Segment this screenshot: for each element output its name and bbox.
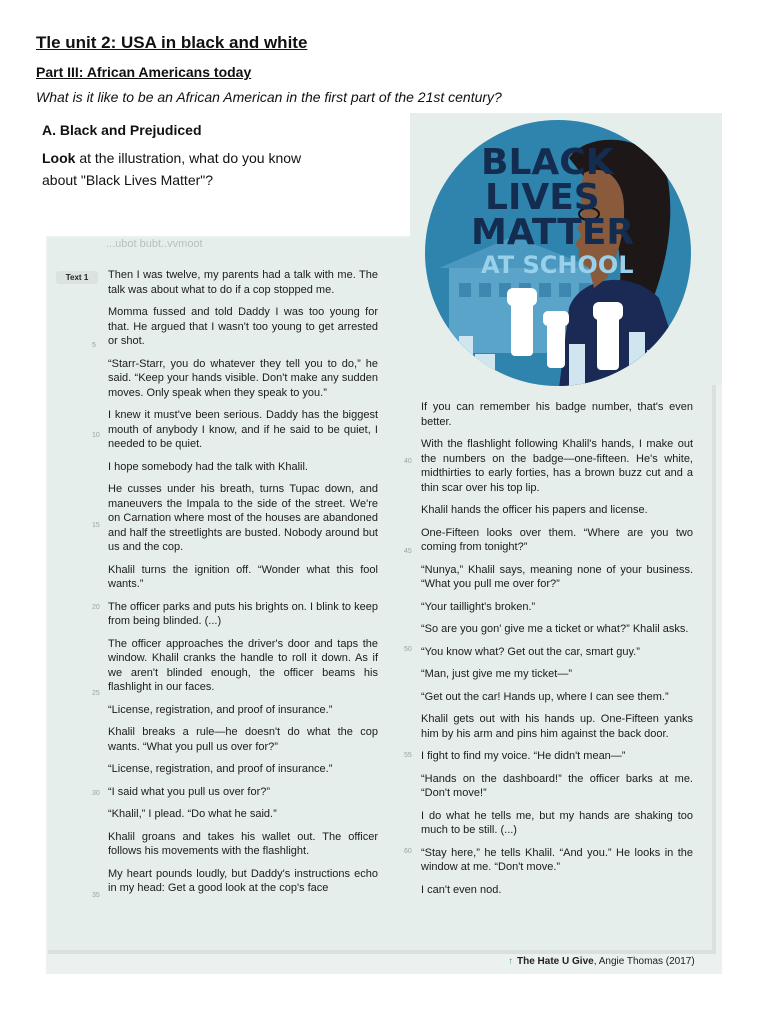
story-paragraph: “Starr-Starr, you do whatever they tell you to do,” he said. “Keep your hands visible. Don't make any sudden moves. Only speak when they speak to you.” bbox=[108, 357, 378, 399]
story-paragraph: I knew it must've been serious. Daddy has the biggest mouth of anybody I know, and if he said to be quiet, I needed to be quiet. bbox=[108, 409, 378, 450]
instruction-verb: Look bbox=[42, 150, 76, 166]
story-left-column bbox=[108, 268, 378, 904]
story-paragraph: I can't even nod. bbox=[421, 883, 502, 896]
story-right-column bbox=[421, 400, 693, 905]
story-paragraph: If you can remember his badge number, that's even better. bbox=[421, 401, 693, 428]
badge-line-black: BLACK bbox=[481, 142, 614, 183]
story-paragraph: Khalil breaks a rule—he doesn't do what the cop wants. “What you pull us over for?” bbox=[108, 726, 378, 753]
line-number: 60 bbox=[404, 848, 412, 855]
line-number: 20 bbox=[92, 604, 100, 611]
part-heading: Part III: African Americans today bbox=[36, 64, 252, 80]
bleed-through-text: ...ubot bubt..vvmoot bbox=[106, 238, 203, 250]
story-paragraph: “Stay here,” he tells Khalil. “And you.” He looks in the window at me. “Don't move.” bbox=[421, 846, 693, 873]
story-paragraph: “Man, just give me my ticket—” bbox=[421, 668, 572, 680]
story-paragraph: One-Fifteen looks over them. “Where are you two coming from tonight?” bbox=[421, 526, 693, 553]
story-paragraph: He cusses under his breath, turns Tupac down, and maneuvers the Impala to the side of the street. We're on Carnation where most of the houses are abandoned and half the streetlights are busted. Nobody around but us and the cop. bbox=[108, 483, 378, 553]
book-title: The Hate U Give bbox=[517, 956, 594, 967]
line-number: 15 bbox=[92, 522, 100, 529]
line-number: 5 bbox=[92, 342, 96, 349]
story-paragraph: With the flashlight following Khalil's hands, I make out the numbers on the badge—one-fifteen. He's white, midthirties to early forties, has a brown buzz cut and a thin scar over his top lip. bbox=[421, 438, 693, 494]
badge-line-matter: MATTER bbox=[471, 212, 635, 253]
story-paragraph: “You know what? Get out the car, smart guy.” bbox=[421, 645, 640, 658]
story-paragraph: “License, registration, and proof of insurance.” bbox=[108, 763, 333, 775]
story-paragraph: “Your taillight's broken.” bbox=[421, 600, 536, 613]
story-paragraph: Khalil hands the officer his papers and license. bbox=[421, 504, 648, 516]
text-label-badge: Text 1 bbox=[56, 271, 98, 284]
story-paragraph: The officer approaches the driver's door and taps the window. Khalil cranks the handle to roll it down. As if we aren't blinded enough, the officer beams his flashlight in our faces. bbox=[108, 637, 378, 693]
story-paragraph: “Khalil,” I plead. “Do what he said.” bbox=[108, 808, 277, 820]
story-paragraph: “So are you gon' give me a ticket or what?” Khalil asks. bbox=[421, 623, 689, 635]
story-paragraph: I hope somebody had the talk with Khalil. bbox=[108, 460, 308, 473]
line-number: 55 bbox=[404, 752, 412, 759]
story-paragraph: “I said what you pull us over for?” bbox=[108, 785, 271, 798]
story-paragraph: Khalil gets out with his hands up. One-Fifteen yanks him by his arm and pins him against the back door. bbox=[421, 713, 693, 740]
story-paragraph: “License, registration, and proof of insurance.” bbox=[108, 703, 333, 716]
story-paragraph: “Get out the car! Hands up, where I can see them.” bbox=[421, 690, 669, 703]
line-number: 50 bbox=[404, 646, 412, 653]
story-paragraph: I fight to find my voice. “He didn't mean—” bbox=[421, 750, 626, 762]
instruction-text: at the illustration, what do you know bbox=[75, 150, 302, 166]
story-paragraph: Momma fussed and told Daddy I was too young for that. He argued that I wasn't too young to get arrested or shot. bbox=[108, 306, 378, 347]
badge-line-at-school: AT SCHOOL bbox=[481, 251, 634, 279]
story-paragraph: “Hands on the dashboard!” the officer barks at me. “Don't move!” bbox=[421, 772, 693, 799]
story-paragraph: Then I was twelve, my parents had a talk with me. The talk was about what to do if a cop stopped me. bbox=[108, 269, 378, 296]
story-paragraph: The officer parks and puts his brights on. I blink to keep from being blinded. (...) bbox=[108, 600, 378, 627]
story-paragraph: My heart pounds loudly, but Daddy's instructions echo in my head: Get a good look at the cop's face bbox=[108, 867, 378, 894]
section-a bbox=[42, 122, 402, 191]
line-number: 35 bbox=[92, 892, 100, 899]
guiding-question: What is it like to be an African American in the first part of the 21st century? bbox=[36, 89, 502, 105]
section-a-instruction bbox=[42, 147, 402, 169]
source-arrow-icon: ↑ bbox=[508, 956, 513, 967]
story-paragraph: Khalil groans and takes his wallet out. The officer follows his movements with the flashlight. bbox=[108, 830, 378, 857]
section-a-instruction-line2: about "Black Lives Matter"? bbox=[42, 172, 214, 188]
book-author: , Angie Thomas (2017) bbox=[593, 956, 695, 967]
source-citation bbox=[508, 956, 695, 967]
line-number: 30 bbox=[92, 790, 100, 797]
badge-line-lives: LIVES bbox=[485, 177, 600, 218]
line-number: 40 bbox=[404, 458, 412, 465]
line-number: 25 bbox=[92, 690, 100, 697]
line-number: 10 bbox=[92, 432, 100, 439]
page-title: Tle unit 2: USA in black and white bbox=[36, 33, 308, 52]
section-a-title: A. Black and Prejudiced bbox=[42, 122, 202, 138]
story-paragraph: I do what he tells me, but my hands are shaking too much to be still. (...) bbox=[421, 809, 693, 836]
black-lives-matter-badge bbox=[419, 118, 697, 388]
story-paragraph: Khalil turns the ignition off. “Wonder what this fool wants.” bbox=[108, 563, 378, 590]
story-paragraph: “Nunya,” Khalil says, meaning none of your business. “What you pull me over for?” bbox=[421, 563, 693, 590]
line-number: 45 bbox=[404, 548, 412, 555]
